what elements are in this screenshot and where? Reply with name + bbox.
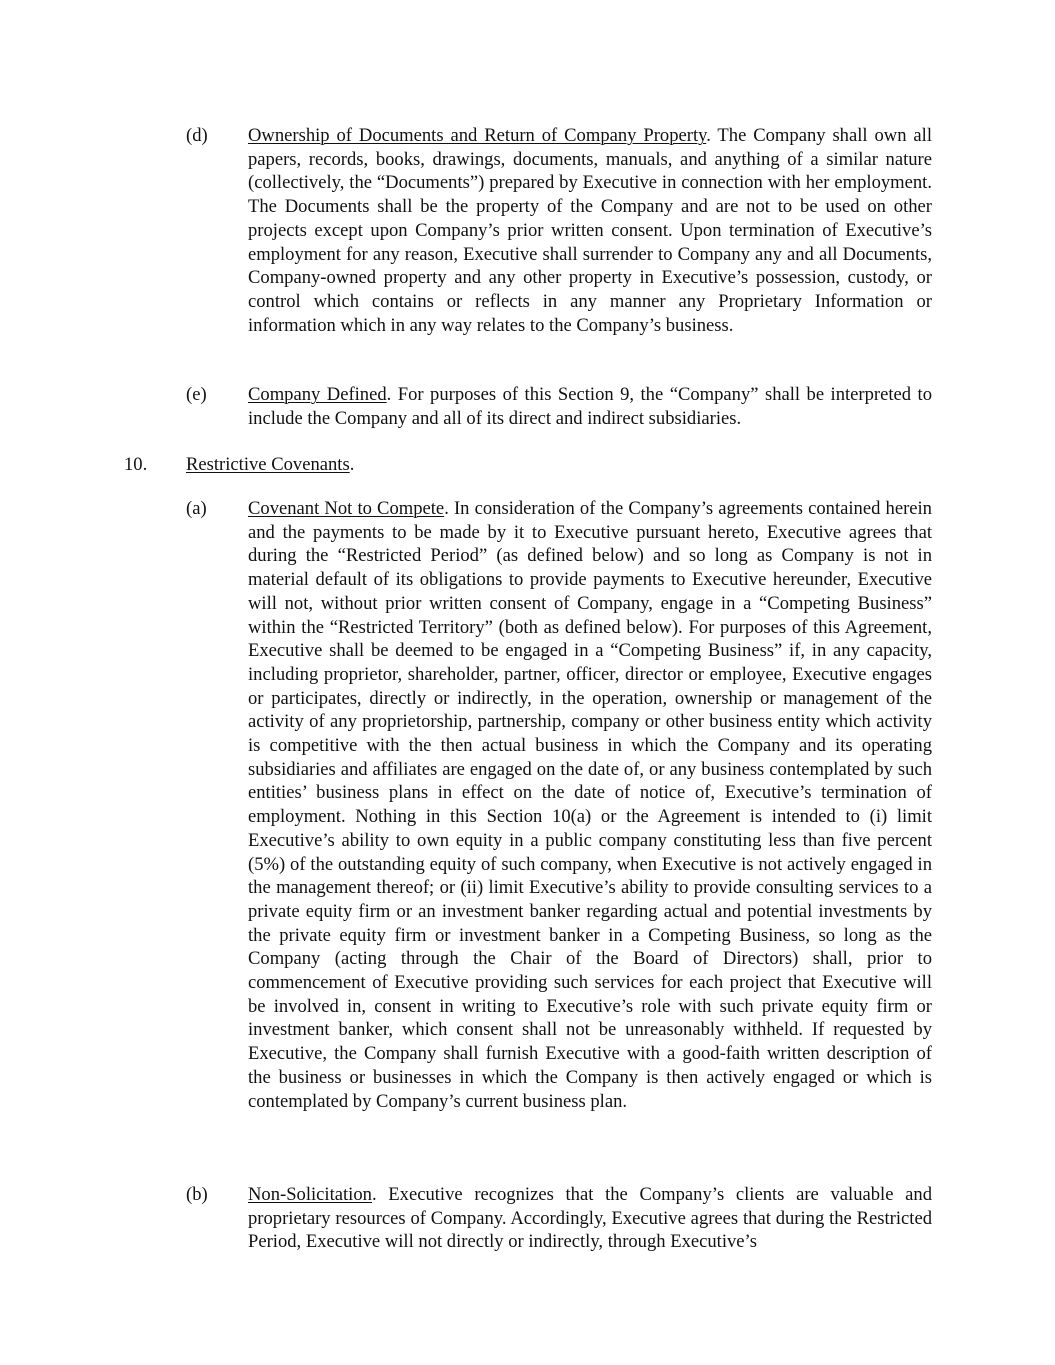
subsection-heading: Non-Solicitation [248, 1184, 372, 1205]
section-title: Restrictive Covenants [186, 454, 350, 475]
section-title-wrap [186, 453, 354, 477]
subsection-heading: Company Defined [248, 384, 387, 405]
subsection-body [248, 1183, 932, 1254]
subsection-text: . The Company shall own all papers, records, books, drawings, documents, manuals, and anything of a similar nature (collectively, the “Documents”) prepared by Executive in connection with her employment. The Documents shall be the property of the Company and are not to be used on other projects except upon Company’s prior written consent. Upon termination of Executive’s employment for any reason, Executive shall surrender to Company any and all Documents, Company-owned property and any other property in Executive’s possession, custody, or control which contains or reflects in any manner any Proprietary Information or information which in any way relates to the Company’s business. [248, 125, 932, 336]
subsection-body [248, 124, 932, 337]
subsection-label: (d) [186, 125, 208, 146]
subsection-label: (e) [186, 384, 207, 405]
subsection-heading: Covenant Not to Compete [248, 498, 445, 519]
subsection-body [248, 383, 932, 430]
subsection-heading: Ownership of Documents and Return of Company Property [248, 125, 707, 146]
subsection-body [248, 497, 932, 1113]
section-title-period: . [349, 454, 355, 475]
subsection-label: (b) [186, 1184, 208, 1205]
subsection-text: . In consideration of the Company’s agreements contained herein and the payments to be made by it to Executive pursuant hereto, Executive agrees that during the “Restricted Period” (as defined below) and so long as Company is not in material default of its obligations to provide payments to Executive hereunder, Executive will not, without prior written consent of Company, engage in a “Competing Business” within the “Restricted Territory” (both as defined below). For purposes of this Agreement, Executive shall be deemed to be engaged in a “Competing Business” if, in any capacity, including proprietor, shareholder, partner, officer, director or employee, Executive engages or participates, directly or indirectly, in the operation, ownership or management of the activity of any proprietorship, partnership, company or other business entity which activity is competitive with the then actual business in which the Company and its operating subsidiaries and affiliates are engaged on the date of, or any business contemplated by such entities’ business plans in effect on the date of notice of, Executive’s termination of employment. Nothing in this Section 10(a) or the Agreement is intended to (i) limit Executive’s ability to own equity in a public company constituting less than five percent (5%) of the outstanding equity of such company, when Executive is not actively engaged in the management thereof; or (ii) limit Executive’s ability to provide consulting services to a private equity firm or an investment banker regarding actual and potential investments by the private equity firm or investment banker in a Competing Business, so long as the Company (acting through the Chair of the Board of Directors) shall, prior to commencement of Executive providing such services for each project that Executive will be involved in, consent in writing to Executive’s role with such private equity firm or investment banker, which consent shall not be unreasonably withheld. If requested by Executive, the Company shall furnish Executive with a good-faith written description of the business or businesses in which the Company is then actively engaged or which is contemplated by Company’s current business plan. [248, 498, 932, 1112]
subsection-text: . Executive recognizes that the Company’s clients are valuable and proprietary resources of Company. Accordingly, Executive agrees that during the Restricted Period, Executive will not directly or indirectly, through Executive’s [248, 1184, 932, 1253]
subsection-text: . For purposes of this Section 9, the “Company” shall be interpreted to include the Company and all of its direct and indirect subsidiaries. [248, 384, 932, 429]
section-number: 10. [124, 454, 148, 475]
subsection-label: (a) [186, 498, 207, 519]
